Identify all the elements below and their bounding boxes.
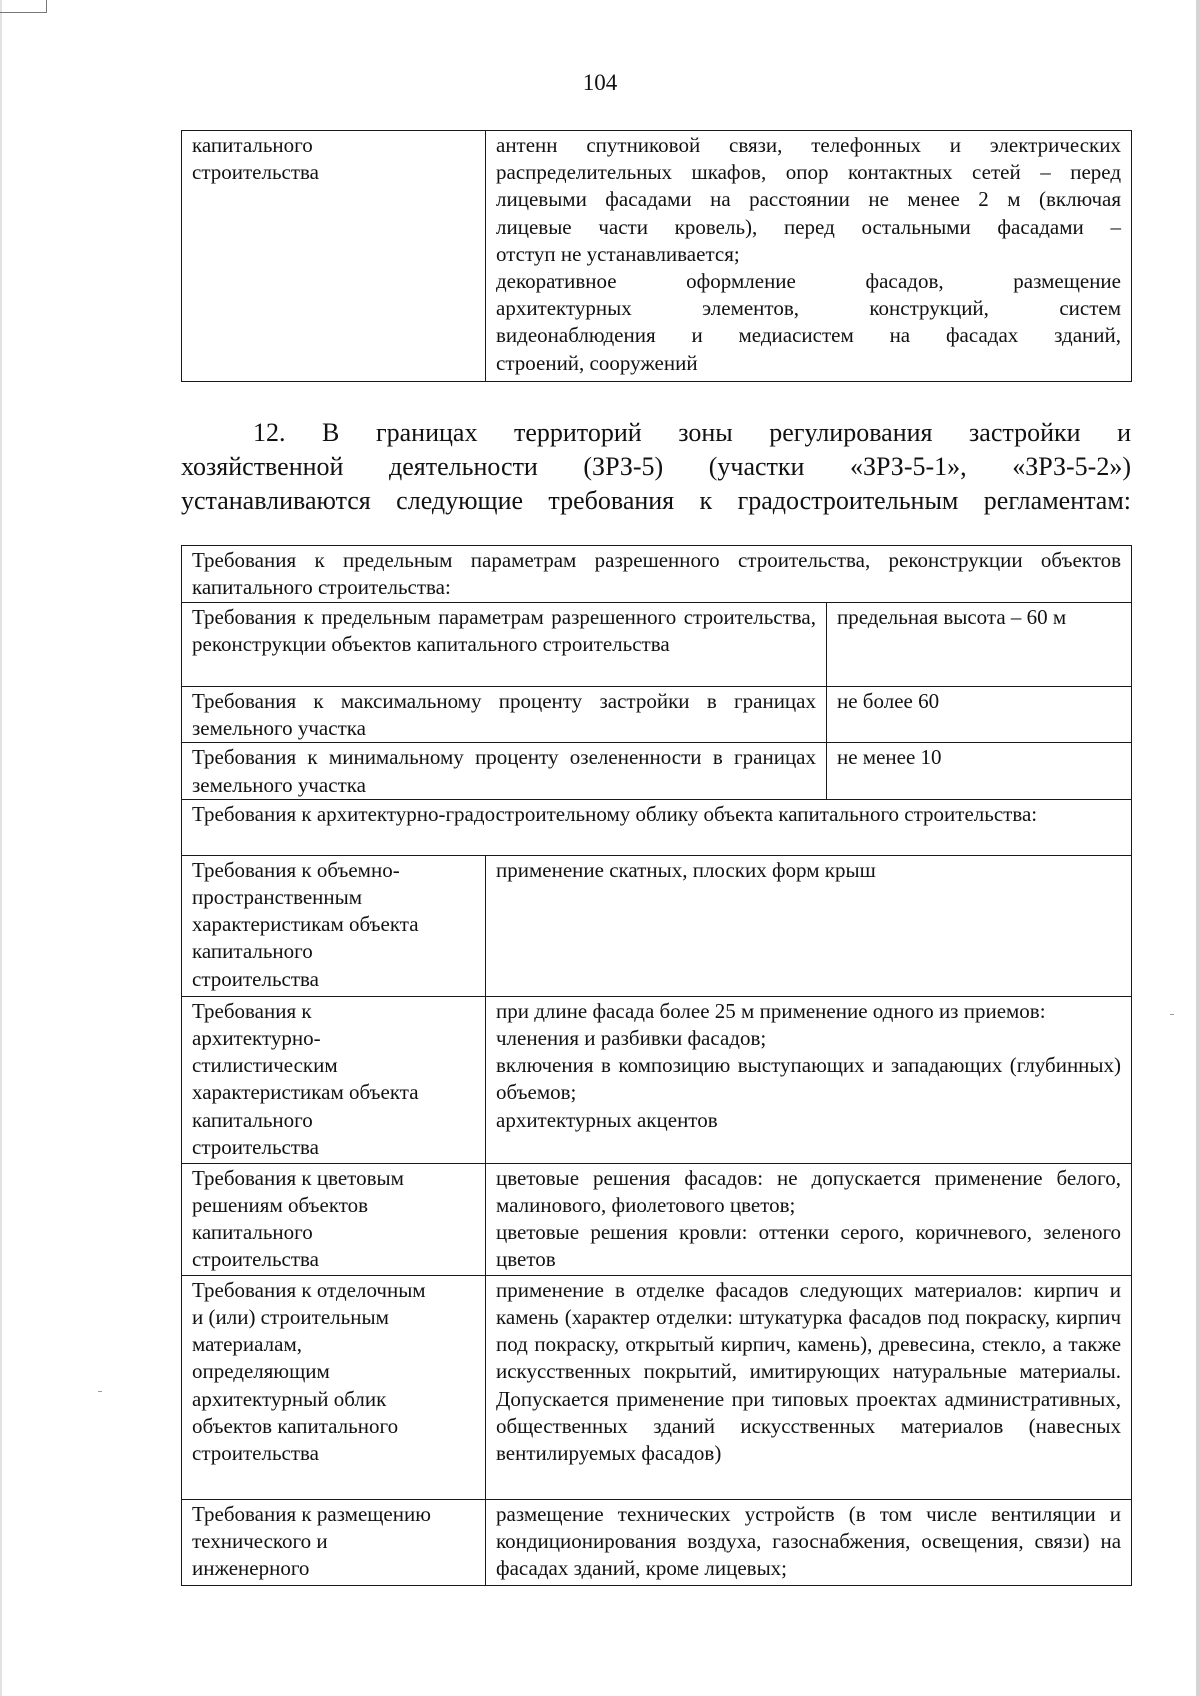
continuation-value-cell [486,131,1132,382]
value-line: видеонаблюдения и медиасистем на фасадах зданий, [496,323,1121,348]
label-line: Требования к объемно- [192,857,400,882]
value-line: отступ не устанавливается; [496,241,740,266]
label-line: технического и [192,1529,328,1554]
table-row [182,131,1132,382]
label-line: и (или) строительным [192,1305,389,1330]
value-line: архитектурных элементов, конструкций, систем [496,296,1121,321]
value-line: антенн спутниковой связи, телефонных и электрических [496,133,1121,157]
value-line: декоративное оформление фасадов, размещение [496,269,1121,294]
value-paragraph: членения и разбивки фасадов; [496,1026,767,1051]
label-line: решениям объектов [192,1193,369,1218]
label-line: материалам, [192,1332,303,1357]
value-paragraph: применение скатных, плоских форм крыш [496,857,876,882]
table-row [182,855,1132,996]
scan-right-edge [1196,0,1200,1696]
paragraph-line: хозяйственной деятельности (ЗРЗ-5) (участки «ЗРЗ-5-1», «ЗРЗ-5-2») [181,452,1131,481]
value-paragraph: применение в отделке фасадов следующих материалов: кирпич и камень (характер отделки: штукатурка фасадов под покраску, кирпич под покраску, открытый кирпич, камень), древесина, стекло, а также искусственных покрытий, имитирующих натуральные материалы. Допускается применение при типовых проектах административных, общественных зданий искусственных материалов (навесных вентилируемых фасадов) [496,1277,1122,1466]
label-line: капитального [192,133,313,157]
parameter-label-cell: Требования к минимальному проценту озелененности в границах земельного участка [182,743,827,799]
scan-speck [98,1391,102,1392]
scan-left-edge [0,0,2,1696]
label-line: инженерного [192,1556,310,1581]
requirements-table [181,545,1132,1586]
label-line: капитального [192,1220,313,1245]
parameter-label-cell: Требования к предельным параметрам разрешенного строительства, реконструкции объектов капитального строительства [182,603,827,687]
value-paragraph: размещение технических устройств (в том числе вентиляции и кондиционирования воздуха, газоснабжения, освещения, связи) на фасадах зданий, кроме лицевых; [496,1501,1122,1581]
requirement-value-cell [486,1275,1132,1499]
continuation-label-cell [182,131,486,382]
label-line: строительства [192,966,320,991]
label-line: архитектурный облик [192,1386,387,1411]
table-row [182,1499,1132,1585]
label-line: характеристикам объекта [192,912,419,937]
label-line: капитального [192,939,313,964]
parameter-value-cell: не более 60 [827,687,1132,743]
value-line: лицевые части кровель), перед остальными фасадами – [496,214,1121,239]
table-row [182,687,1132,743]
label-line: объектов капитального [192,1413,399,1438]
value-line: строений, сооружений [496,350,698,375]
label-line: строительства [192,1247,320,1272]
label-line: характеристикам объекта [192,1080,419,1105]
requirement-label-cell [182,1499,486,1585]
table-row [182,1275,1132,1499]
section-header-cell: Требования к предельным параметрам разрешенного строительства, реконструкции объектов капитального строительства: [182,546,1132,603]
label-line: строительства [192,1134,320,1159]
table-row [182,799,1132,855]
value-paragraph: при длине фасада более 25 м применение одного из приемов: [496,998,1046,1023]
scan-corner-mark [0,0,47,13]
value-paragraph: включения в композицию выступающих и западающих (глубинных) объемов; [496,1053,1122,1105]
requirement-label-cell [182,855,486,996]
label-line: Требования к отделочным [192,1277,426,1302]
label-line: Требования к [192,998,312,1023]
value-paragraph: цветовые решения фасадов: не допускается применение белого, малинового, фиолетового цветов; [496,1165,1122,1218]
table-row [182,1163,1132,1275]
value-line: распределительных шкафов, опор контактных сетей – перед [496,160,1121,185]
requirement-value-cell [486,1499,1132,1585]
label-line: строительства [192,1441,320,1466]
requirement-value-cell [486,855,1132,996]
table-row [182,546,1132,603]
value-line: лицевыми фасадами на расстоянии не менее 2 м (включая [496,187,1121,212]
requirement-value-cell [486,996,1132,1163]
page-number: 104 [582,70,618,95]
table-row [182,743,1132,799]
table-row [182,996,1132,1163]
section-header-cell: Требования к архитектурно-градостроительному облику объекта капитального строительства: [182,799,1132,855]
scan-speck [1170,1014,1174,1015]
label-line: пространственным [192,885,363,910]
requirement-value-cell [486,1163,1132,1275]
parameter-value-cell: не менее 10 [827,743,1132,799]
continuation-table [181,130,1132,382]
requirement-label-cell [182,1163,486,1275]
requirement-label-cell [182,996,486,1163]
label-line: определяющим [192,1359,330,1384]
value-paragraph: архитектурных акцентов [496,1107,718,1132]
section-paragraph [181,416,1131,518]
label-line: капитального [192,1107,313,1132]
label-line: Требования к размещению [192,1501,431,1526]
paragraph-line: устанавливаются следующие требования к градостроительным регламентам: [181,486,1131,515]
requirement-label-cell [182,1275,486,1499]
paragraph-line: 12. В границах территорий зоны регулирования застройки и [253,418,1131,447]
parameter-label-cell: Требования к максимальному проценту застройки в границах земельного участка [182,687,827,743]
value-paragraph: цветовые решения кровли: оттенки серого, коричневого, зеленого цветов [496,1220,1122,1272]
label-line: архитектурно- [192,1026,321,1051]
label-line: стилистическим [192,1053,338,1078]
label-line: Требования к цветовым [192,1165,404,1190]
parameter-value-cell: предельная высота – 60 м [827,603,1132,687]
table-row [182,603,1132,687]
label-line: строительства [192,160,320,185]
